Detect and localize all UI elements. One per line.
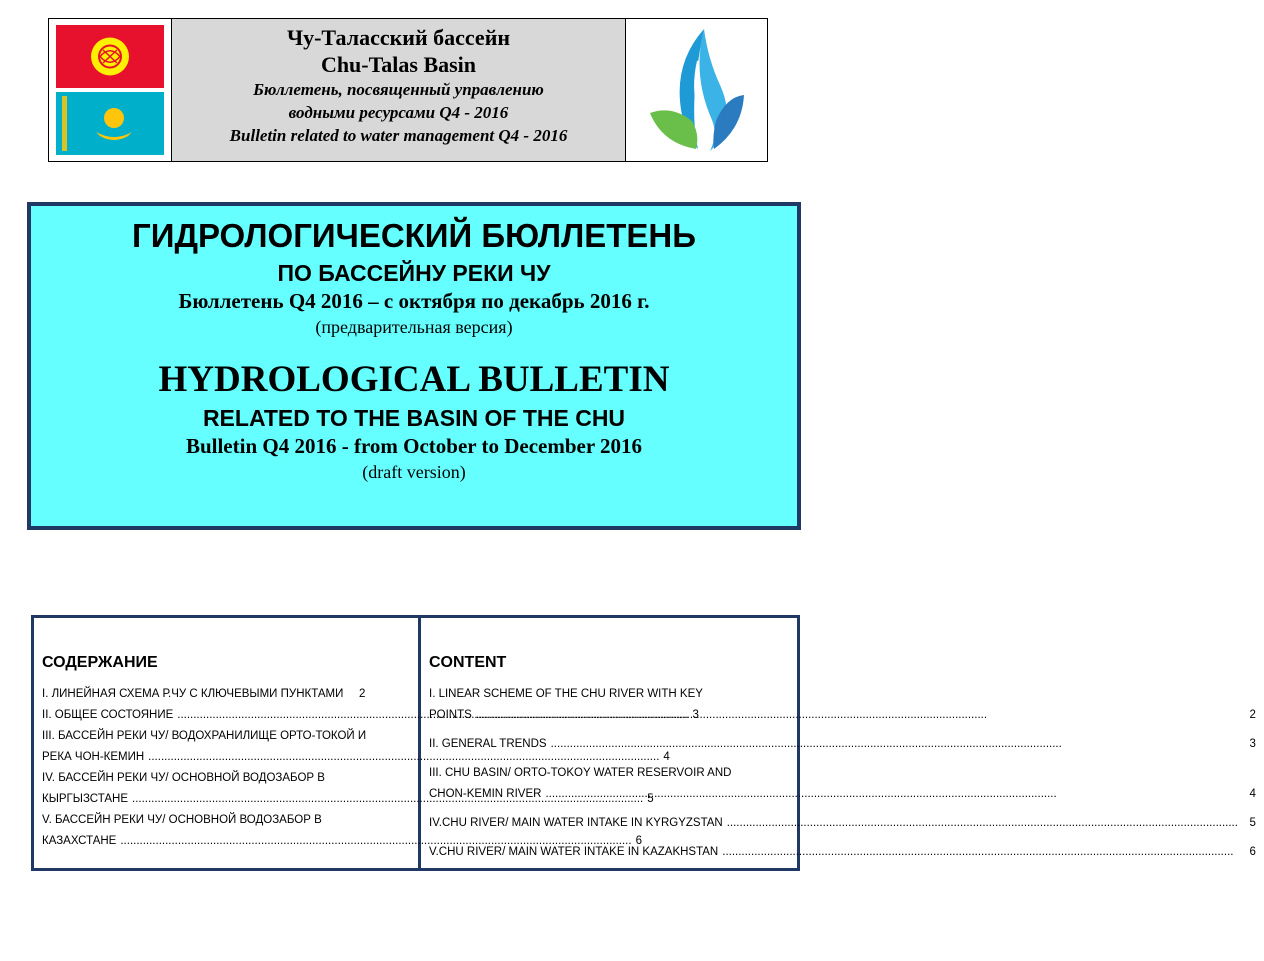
ru-draft-note: (предварительная версия)	[315, 317, 513, 337]
table-of-contents	[31, 615, 1256, 871]
basin-title-en: Chu-Talas Basin	[320, 52, 477, 77]
toc-page-number: 5	[1249, 817, 1256, 829]
toc-entry-text-cont: КАЗАХСТАНЕ	[42, 835, 117, 847]
toc-heading-en: CONTENT	[429, 654, 507, 671]
toc-entry[interactable]	[429, 842, 1256, 863]
toc-entry-text-cont: POINTS	[429, 709, 472, 721]
toc-entry[interactable]	[429, 734, 1256, 755]
toc-heading-ru: СОДЕРЖАНИЕ	[42, 654, 158, 671]
toc-page-number: 3	[692, 709, 699, 721]
bulletin-subtitle-ru-2: водными ресурсами Q4 - 2016	[288, 103, 509, 122]
toc-page-number: 6	[635, 835, 642, 847]
toc-page-number: 4	[1249, 788, 1256, 800]
kazakhstan-flag-icon	[56, 92, 164, 155]
toc-entry-text: V.CHU RIVER/ MAIN WATER INTAKE IN KAZAKHSTAN	[429, 846, 719, 858]
toc-english	[421, 618, 1264, 868]
en-subtitle: RELATED TO THE BASIN OF THE CHU	[202, 405, 626, 431]
toc-entry-text: I. LINEAR SCHEME OF THE CHU RIVER WITH KEY	[429, 688, 703, 700]
toc-entry-text-cont: РЕКА ЧОН-КЕМИН	[42, 751, 145, 763]
toc-entry-text: III. CHU BASIN/ ORTO-TOKOY WATER RESERVOIR AND	[429, 767, 732, 779]
toc-entry-text: V. БАССЕЙН РЕКИ ЧУ/ ОСНОВНОЙ ВОДОЗАБОР В	[42, 814, 322, 826]
flags-cell	[48, 19, 172, 161]
toc-entry[interactable]	[429, 763, 1256, 805]
toc-page-number: 6	[1249, 846, 1256, 858]
toc-entry-text: II. GENERAL TRENDS	[429, 738, 547, 750]
bulletin-subtitle-en: Bulletin related to water management Q4 - 2016	[229, 126, 568, 145]
toc-entry-text: IV.CHU RIVER/ MAIN WATER INTAKE IN KYRGYZSTAN	[429, 817, 723, 829]
bulletin-title-box	[27, 202, 801, 530]
en-draft-note: (draft version)	[362, 462, 466, 482]
bulletin-subtitle-ru-1: Бюллетень, посвященный управлению	[253, 80, 544, 99]
logo-cell	[626, 19, 768, 161]
toc-page-number: 2	[358, 688, 366, 700]
ru-subtitle: ПО БАССЕЙНУ РЕКИ ЧУ	[277, 260, 551, 286]
en-period: Bulletin Q4 2016 - from October to December 2016	[185, 434, 643, 458]
ru-period: Бюллетень Q4 2016 – с октября по декабрь 2016 г.	[178, 289, 650, 313]
toc-entry[interactable]	[429, 813, 1256, 834]
kyrgyzstan-flag-icon	[56, 25, 164, 88]
toc-entry-text: II. ОБЩЕЕ СОСТОЯНИЕ	[42, 709, 174, 721]
toc-entry[interactable]	[42, 684, 410, 705]
document-header	[48, 18, 768, 162]
toc-page-number: 5	[647, 793, 654, 805]
toc-page-number: 2	[1249, 709, 1256, 721]
basin-title-ru: Чу-Таласский бассейн	[286, 25, 511, 50]
toc-entry-text: I. ЛИНЕЙНАЯ СХЕМА Р.ЧУ С КЛЮЧЕВЫМИ ПУНКТАМИ	[42, 688, 344, 700]
toc-page-number: 3	[1249, 738, 1256, 750]
en-title: HYDROLOGICAL BULLETIN	[158, 359, 670, 400]
toc-entry[interactable]	[429, 684, 1256, 726]
toc-entry-text: IV. БАССЕЙН РЕКИ ЧУ/ ОСНОВНОЙ ВОДОЗАБОР В	[42, 772, 325, 784]
toc-entry-text: III. БАССЕЙН РЕКИ ЧУ/ ВОДОХРАНИЛИЩЕ ОРТО-ТОКОЙ И	[42, 730, 367, 742]
header-title-cell	[172, 19, 626, 161]
toc-entry-text-cont: CHON-KEMIN RIVER	[429, 788, 542, 800]
toc-page-number: 4	[663, 751, 670, 763]
toc-entry-text-cont: КЫРГЫЗСТАНЕ	[42, 793, 128, 805]
chu-talas-logo-icon	[642, 25, 752, 155]
ru-title: ГИДРОЛОГИЧЕСКИЙ БЮЛЛЕТЕНЬ	[132, 217, 696, 254]
